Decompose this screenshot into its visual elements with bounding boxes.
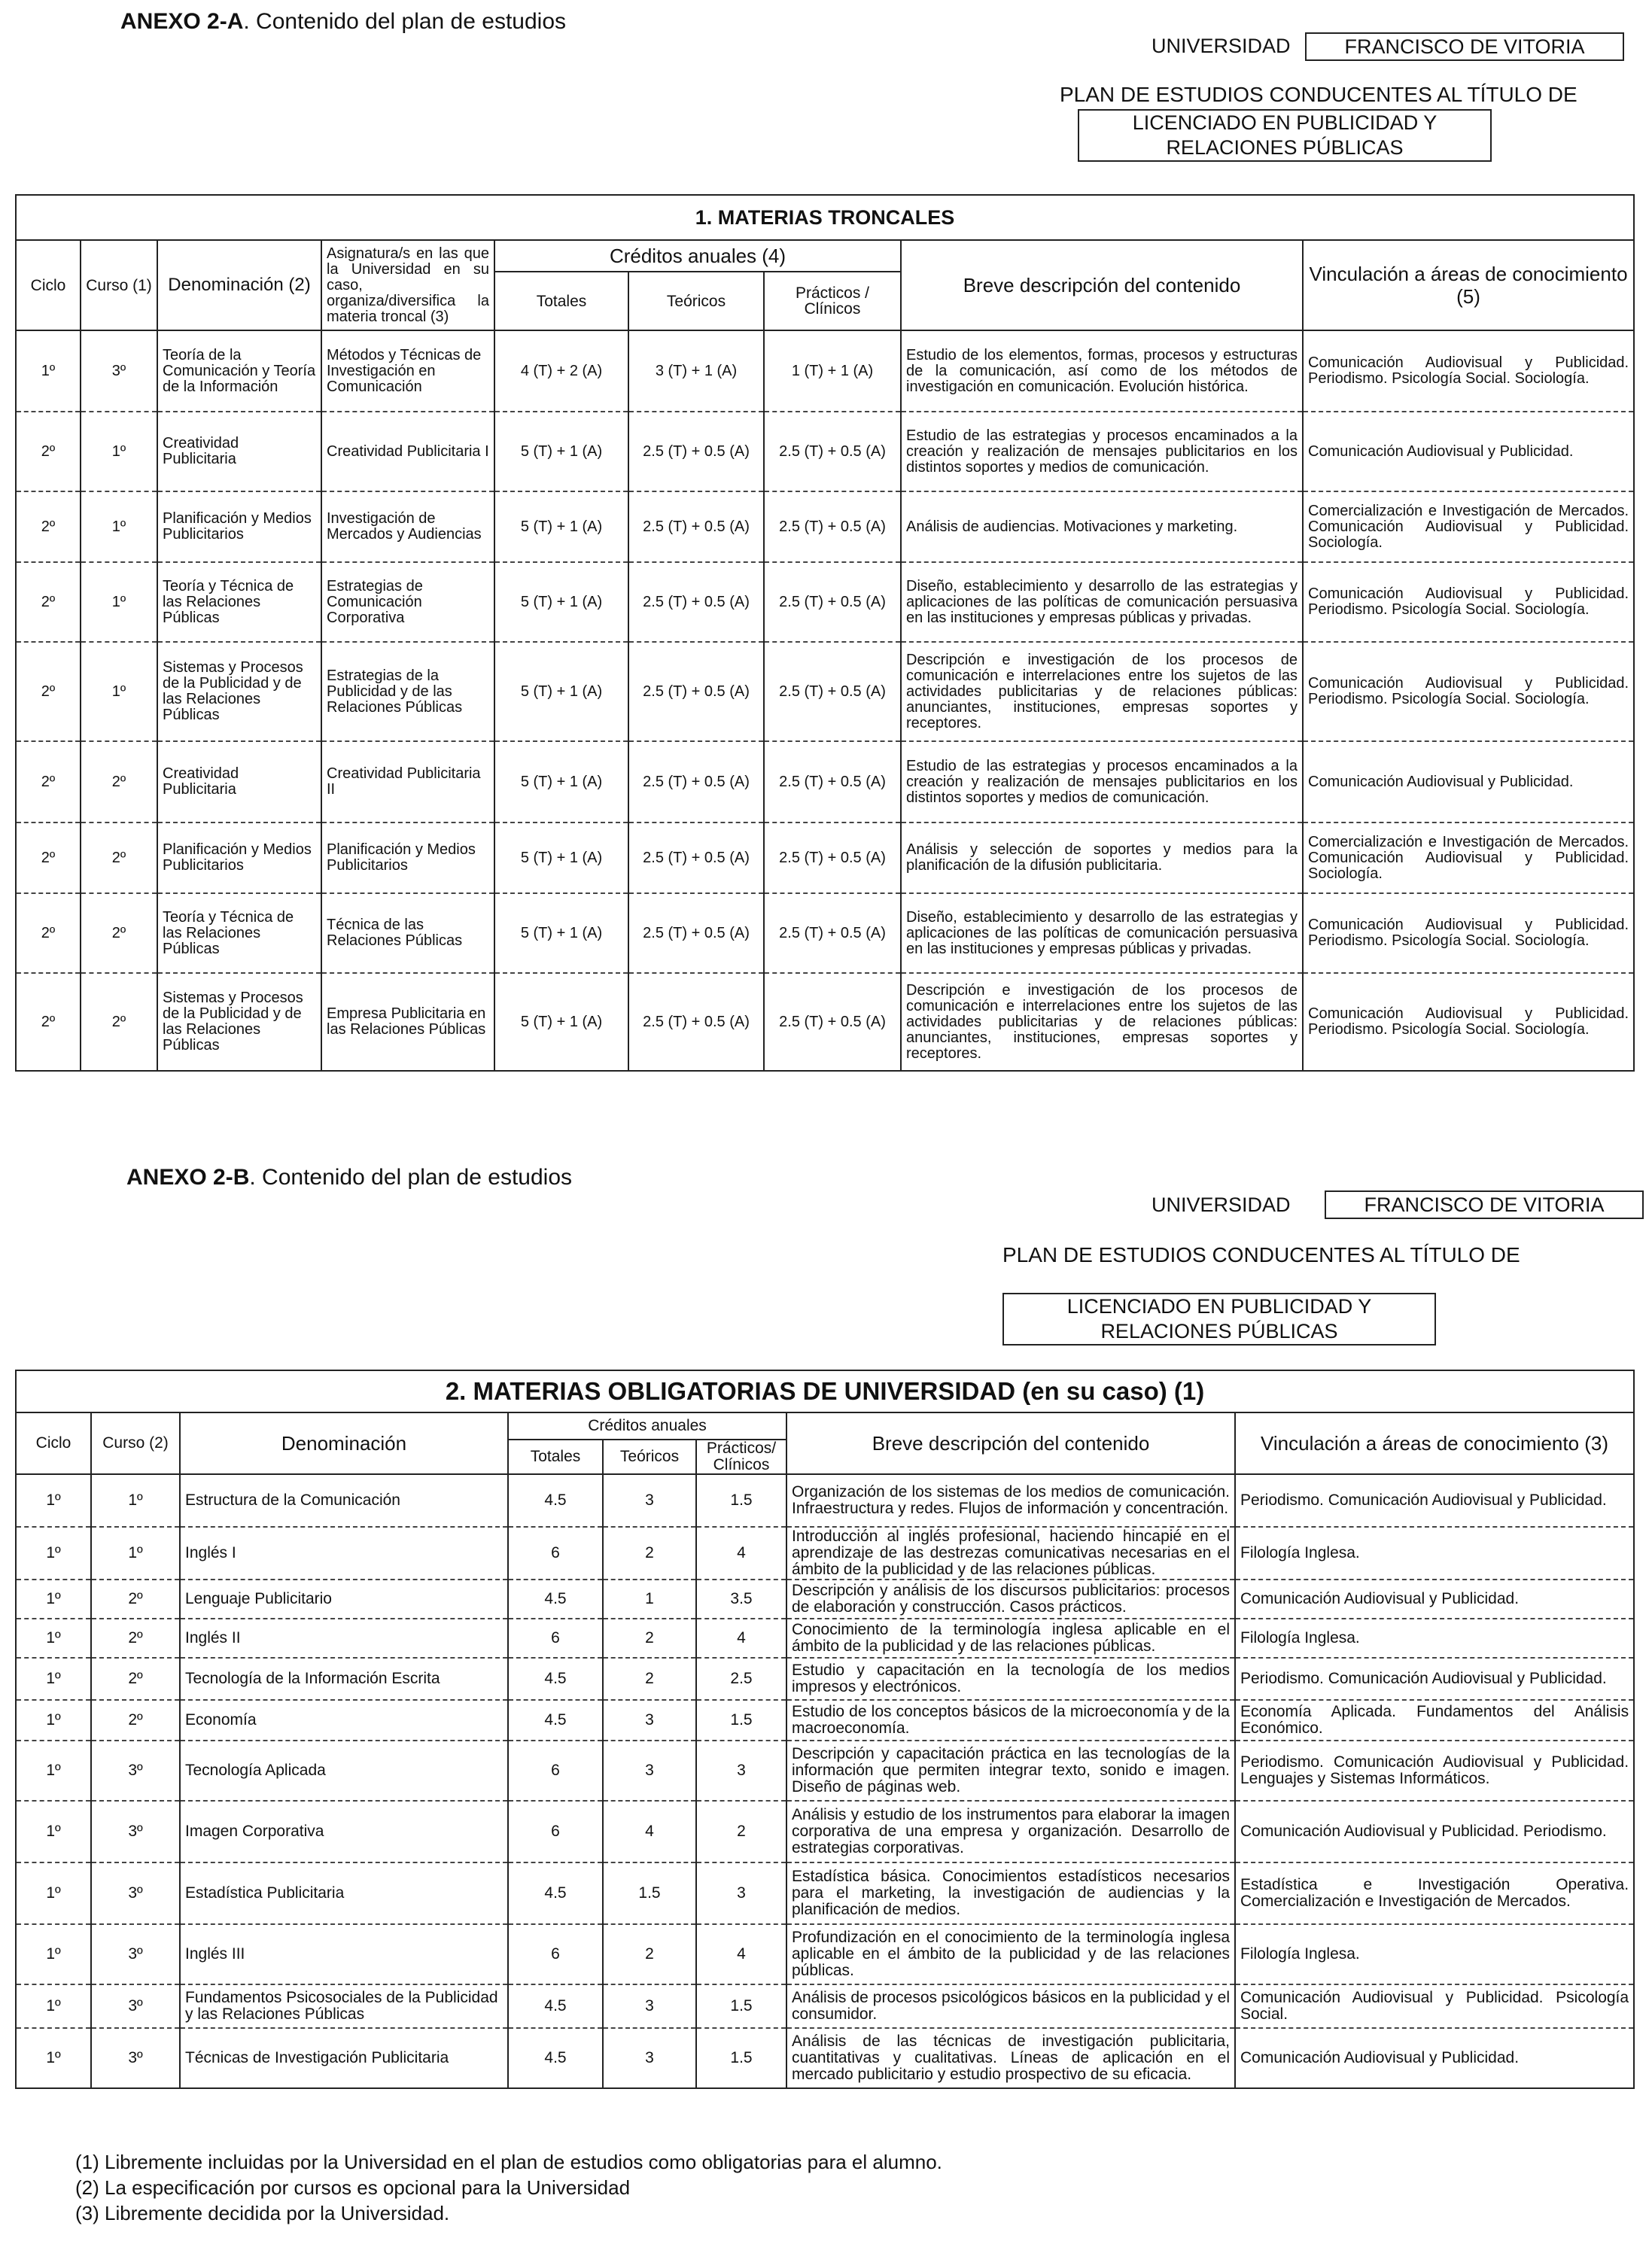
cell-practicos: 2.5 (T) + 0.5 (A) — [764, 491, 901, 562]
cell-descripcion: Descripción y análisis de los discursos publicitarios: procesos de elaboración y construcción. Casos prácticos. — [786, 1580, 1235, 1619]
cell-totales: 5 (T) + 1 (A) — [494, 642, 628, 741]
cell-descripcion: Estudio de las estrategias y procesos encaminados a la creación y realización de mensajes publicitarios en los distintos soportes y medios de comunicación. — [901, 412, 1303, 491]
cell-vinculacion: Filología Inglesa. — [1235, 1924, 1634, 1984]
cell-vinculacion: Estadística e Investigación Operativa. Comercialización e Investigación de Mercados. — [1235, 1862, 1634, 1924]
cell-curso: 2º — [81, 893, 157, 973]
cell-practicos: 1.5 — [696, 1474, 786, 1527]
cell-practicos: 1 (T) + 1 (A) — [764, 330, 901, 412]
col-practicos-b: Prácticos/ Clínicos — [696, 1440, 786, 1474]
cell-practicos: 4 — [696, 1924, 786, 1984]
cell-descripcion: Diseño, establecimiento y desarrollo de las estrategias y aplicaciones de las políticas de comunicación persuasiva en las instituciones y empresas públicas y privadas. — [901, 562, 1303, 642]
cell-totales: 4.5 — [508, 2028, 603, 2088]
cell-descripcion: Análisis y estudio de los instrumentos para elaborar la imagen corporativa de una empresa y organización. Desarrollo de estrategias corporativas. — [786, 1801, 1235, 1862]
cell-denominacion: Imagen Corporativa — [180, 1801, 508, 1862]
cell-descripcion: Estudio de los elementos, formas, procesos y estructuras de la comunicación, así como de los métodos de investigación en comunicación. Evolución histórica. — [901, 330, 1303, 412]
cell-curso: 1º — [81, 491, 157, 562]
cell-descripcion: Diseño, establecimiento y desarrollo de las estrategias y aplicaciones de las políticas de comunicación persuasiva en las instituciones y empresas públicas y privadas. — [901, 893, 1303, 973]
cell-denominacion: Teoría y Técnica de las Relaciones Públicas — [157, 893, 321, 973]
col-teoricos: Teóricos — [628, 272, 764, 330]
cell-vinculacion: Periodismo. Comunicación Audiovisual y Publicidad. Lenguajes y Sistemas Informáticos. — [1235, 1741, 1634, 1801]
cell-curso: 3º — [91, 1741, 180, 1801]
section-title: 1. MATERIAS TRONCALES — [16, 195, 1634, 240]
cell-teoricos: 2 — [603, 1527, 696, 1580]
cell-denominacion: Economía — [180, 1700, 508, 1741]
cell-curso: 2º — [91, 1700, 180, 1741]
annex-b-degree-line2: RELACIONES PÚBLICAS — [1100, 1320, 1338, 1342]
col-creditos-b: Créditos anuales — [508, 1412, 786, 1440]
cell-totales: 5 (T) + 1 (A) — [494, 491, 628, 562]
cell-denominacion: Inglés I — [180, 1527, 508, 1580]
annex-a-degree-line2: RELACIONES PÚBLICAS — [1166, 136, 1404, 159]
cell-denominacion: Creatividad Publicitaria — [157, 741, 321, 822]
table-row — [16, 412, 1634, 491]
col-curso: Curso (1) — [81, 240, 157, 330]
section-title-b: 2. MATERIAS OBLIGATORIAS DE UNIVERSIDAD (en su caso) (1) — [16, 1370, 1634, 1412]
cell-ciclo: 2º — [16, 822, 81, 893]
cell-ciclo: 1º — [16, 1700, 91, 1741]
cell-ciclo: 1º — [16, 1801, 91, 1862]
cell-teoricos: 2 — [603, 1658, 696, 1700]
cell-descripcion: Organización de los sistemas de los medios de comunicación. Infraestructura y redes. Flujos de información y concentración. — [786, 1474, 1235, 1527]
annex-b-plan-label: PLAN DE ESTUDIOS CONDUCENTES AL TÍTULO DE — [1002, 1243, 1520, 1266]
cell-curso: 2º — [91, 1619, 180, 1658]
cell-denominacion: Tecnología Aplicada — [180, 1741, 508, 1801]
table-row — [16, 491, 1634, 562]
cell-asignatura: Creatividad Publicitaria II — [321, 741, 494, 822]
cell-denominacion: Creatividad Publicitaria — [157, 412, 321, 491]
troncales-body — [16, 330, 1634, 1071]
col-vinculacion-b: Vinculación a áreas de conocimiento (3) — [1235, 1412, 1634, 1474]
cell-totales: 5 (T) + 1 (A) — [494, 973, 628, 1071]
cell-curso: 3º — [91, 1862, 180, 1924]
table-row — [16, 562, 1634, 642]
table-row — [16, 642, 1634, 741]
annex-b-title — [126, 1165, 572, 1190]
cell-asignatura: Planificación y Medios Publicitarios — [321, 822, 494, 893]
annex-a-university-label: UNIVERSIDAD — [1152, 35, 1291, 57]
cell-totales: 5 (T) + 1 (A) — [494, 741, 628, 822]
footnote-3: (3) Libremente decidida por la Universidad. — [75, 2202, 450, 2224]
cell-ciclo: 2º — [16, 973, 81, 1071]
cell-practicos: 3 — [696, 1741, 786, 1801]
cell-practicos: 2.5 (T) + 0.5 (A) — [764, 893, 901, 973]
cell-curso: 3º — [81, 330, 157, 412]
cell-descripcion: Estadística básica. Conocimientos estadísticos necesarios para el marketing, la investigación de audiencias y la planificación de medios. — [786, 1862, 1235, 1924]
cell-teoricos: 2.5 (T) + 0.5 (A) — [628, 973, 764, 1071]
cell-descripcion: Estudio y capacitación en la tecnología de los medios impresos y electrónicos. — [786, 1658, 1235, 1700]
col-practicos: Prácticos / Clínicos — [764, 272, 901, 330]
cell-practicos: 1.5 — [696, 2028, 786, 2088]
cell-descripcion: Análisis de audiencias. Motivaciones y marketing. — [901, 491, 1303, 562]
cell-ciclo: 2º — [16, 741, 81, 822]
table-row — [16, 1741, 1634, 1801]
cell-asignatura: Investigación de Mercados y Audiencias — [321, 491, 494, 562]
cell-totales: 5 (T) + 1 (A) — [494, 822, 628, 893]
cell-vinculacion: Periodismo. Comunicación Audiovisual y Publicidad. — [1235, 1658, 1634, 1700]
cell-curso: 1º — [91, 1527, 180, 1580]
table-row — [16, 822, 1634, 893]
annex-b-university-label: UNIVERSIDAD — [1152, 1193, 1291, 1216]
cell-vinculacion: Comunicación Audiovisual y Publicidad. Periodismo. Psicología Social. Sociología. — [1303, 973, 1634, 1071]
cell-teoricos: 3 — [603, 1741, 696, 1801]
col-ciclo-b: Ciclo — [16, 1412, 91, 1474]
annex-a-degree-line1: LICENCIADO EN PUBLICIDAD Y — [1132, 111, 1438, 134]
cell-vinculacion: Comunicación Audiovisual y Publicidad. — [1303, 412, 1634, 491]
cell-ciclo: 2º — [16, 491, 81, 562]
cell-totales: 4.5 — [508, 1984, 603, 2028]
cell-practicos: 2.5 (T) + 0.5 (A) — [764, 642, 901, 741]
cell-teoricos: 2.5 (T) + 0.5 (A) — [628, 741, 764, 822]
col-vinculacion: Vinculación a áreas de conocimiento (5) — [1303, 240, 1634, 330]
cell-vinculacion: Periodismo. Comunicación Audiovisual y Publicidad. — [1235, 1474, 1634, 1527]
cell-descripcion: Descripción e investigación de los procesos de comunicación e interrelaciones entre los sujetos de las actividades publicitarias y de relaciones públicas: anunciantes, instituciones, empresas soportes y receptores. — [901, 642, 1303, 741]
cell-denominacion: Estructura de la Comunicación — [180, 1474, 508, 1527]
cell-practicos: 2.5 (T) + 0.5 (A) — [764, 741, 901, 822]
cell-teoricos: 2 — [603, 1924, 696, 1984]
cell-teoricos: 2.5 (T) + 0.5 (A) — [628, 562, 764, 642]
col-denominacion-b: Denominación — [180, 1412, 508, 1474]
cell-vinculacion: Comunicación Audiovisual y Publicidad. — [1235, 2028, 1634, 2088]
cell-curso: 2º — [81, 973, 157, 1071]
annex-b-degree-line1: LICENCIADO EN PUBLICIDAD Y — [1066, 1295, 1372, 1318]
cell-curso: 1º — [81, 562, 157, 642]
cell-totales: 4.5 — [508, 1580, 603, 1619]
cell-practicos: 3 — [696, 1862, 786, 1924]
col-creditos: Créditos anuales (4) — [494, 240, 901, 272]
cell-denominacion: Teoría de la Comunicación y Teoría de la Información — [157, 330, 321, 412]
cell-curso: 2º — [81, 822, 157, 893]
table-row — [16, 1924, 1634, 1984]
col-descripcion: Breve descripción del contenido — [901, 240, 1303, 330]
materias-troncales-table — [15, 194, 1635, 1072]
cell-denominacion: Inglés II — [180, 1619, 508, 1658]
cell-vinculacion: Comunicación Audiovisual y Publicidad. Periodismo. Psicología Social. Sociología. — [1303, 562, 1634, 642]
cell-practicos: 2.5 (T) + 0.5 (A) — [764, 412, 901, 491]
cell-vinculacion: Comunicación Audiovisual y Publicidad. — [1235, 1580, 1634, 1619]
cell-totales: 6 — [508, 1741, 603, 1801]
cell-vinculacion: Comercialización e Investigación de Mercados. Comunicación Audiovisual y Publicidad. Sociología. — [1303, 491, 1634, 562]
cell-descripcion: Descripción e investigación de los procesos de comunicación e interrelaciones entre los sujetos de las actividades publicitarias y de relaciones públicas: anunciantes, instituciones, empresas soportes y receptores. — [901, 973, 1303, 1071]
cell-practicos: 2.5 (T) + 0.5 (A) — [764, 973, 901, 1071]
cell-practicos: 4 — [696, 1527, 786, 1580]
annex-a-degree-box — [1078, 109, 1492, 162]
table-row — [16, 1527, 1634, 1580]
cell-vinculacion: Economía Aplicada. Fundamentos del Análisis Económico. — [1235, 1700, 1634, 1741]
cell-denominacion: Estadística Publicitaria — [180, 1862, 508, 1924]
cell-asignatura: Estrategias de Comunicación Corporativa — [321, 562, 494, 642]
cell-teoricos: 2.5 (T) + 0.5 (A) — [628, 412, 764, 491]
cell-denominacion: Teoría y Técnica de las Relaciones Públicas — [157, 562, 321, 642]
cell-practicos: 2 — [696, 1801, 786, 1862]
cell-totales: 6 — [508, 1619, 603, 1658]
obligatorias-body — [16, 1474, 1634, 2088]
cell-curso: 3º — [91, 1924, 180, 1984]
table-row — [16, 330, 1634, 412]
cell-teoricos: 4 — [603, 1801, 696, 1862]
table-row — [16, 1984, 1634, 2028]
table-row — [16, 1580, 1634, 1619]
cell-curso: 1º — [91, 1474, 180, 1527]
cell-teoricos: 3 — [603, 2028, 696, 2088]
cell-totales: 4.5 — [508, 1658, 603, 1700]
table-row — [16, 2028, 1634, 2088]
cell-descripcion: Estudio de los conceptos básicos de la microeconomía y de la macroeconomía. — [786, 1700, 1235, 1741]
col-descripcion-b: Breve descripción del contenido — [786, 1412, 1235, 1474]
cell-curso: 1º — [81, 412, 157, 491]
cell-ciclo: 1º — [16, 1580, 91, 1619]
cell-ciclo: 1º — [16, 1741, 91, 1801]
table-row — [16, 1862, 1634, 1924]
cell-vinculacion: Comunicación Audiovisual y Publicidad. Periodismo. Psicología Social. Sociología. — [1303, 330, 1634, 412]
cell-teoricos: 3 — [603, 1474, 696, 1527]
cell-practicos: 1.5 — [696, 1984, 786, 2028]
col-totales: Totales — [494, 272, 628, 330]
cell-vinculacion: Comunicación Audiovisual y Publicidad. — [1303, 741, 1634, 822]
cell-ciclo: 2º — [16, 893, 81, 973]
cell-curso: 3º — [91, 1984, 180, 2028]
cell-teoricos: 2.5 (T) + 0.5 (A) — [628, 642, 764, 741]
cell-curso: 2º — [91, 1658, 180, 1700]
cell-descripcion: Análisis de procesos psicológicos básicos en la publicidad y el consumidor. — [786, 1984, 1235, 2028]
table-row — [16, 893, 1634, 973]
cell-denominacion: Sistemas y Procesos de la Publicidad y de las Relaciones Públicas — [157, 642, 321, 741]
cell-teoricos: 3 — [603, 1984, 696, 2028]
cell-descripcion: Estudio de las estrategias y procesos encaminados a la creación y realización de mensajes publicitarios en los distintos soportes y medios de comunicación. — [901, 741, 1303, 822]
cell-vinculacion: Filología Inglesa. — [1235, 1619, 1634, 1658]
cell-totales: 6 — [508, 1924, 603, 1984]
table-row — [16, 1474, 1634, 1527]
cell-ciclo: 1º — [16, 2028, 91, 2088]
cell-practicos: 2.5 (T) + 0.5 (A) — [764, 822, 901, 893]
cell-vinculacion: Comunicación Audiovisual y Publicidad. Periodismo. Psicología Social. Sociología. — [1303, 642, 1634, 741]
annex-b-university-name: FRANCISCO DE VITORIA — [1325, 1190, 1644, 1219]
cell-ciclo: 1º — [16, 330, 81, 412]
cell-asignatura: Creatividad Publicitaria I — [321, 412, 494, 491]
table-row — [16, 1700, 1634, 1741]
cell-ciclo: 1º — [16, 1924, 91, 1984]
col-asignaturas: Asignatura/s en las que la Universidad en su caso, organiza/diversifica la materia troncal (3) — [321, 240, 494, 330]
cell-ciclo: 2º — [16, 562, 81, 642]
annex-b-label: ANEXO 2-B — [126, 1165, 250, 1190]
cell-vinculacion: Comunicación Audiovisual y Publicidad. Psicología Social. — [1235, 1984, 1634, 2028]
col-ciclo: Ciclo — [16, 240, 81, 330]
footnote-1: (1) Libremente incluidas por la Universidad en el plan de estudios como obligatorias para el alumno. — [75, 2151, 942, 2173]
cell-ciclo: 2º — [16, 642, 81, 741]
cell-denominacion: Inglés III — [180, 1924, 508, 1984]
cell-denominacion: Técnicas de Investigación Publicitaria — [180, 2028, 508, 2088]
cell-totales: 4.5 — [508, 1474, 603, 1527]
cell-totales: 4.5 — [508, 1700, 603, 1741]
cell-practicos: 1.5 — [696, 1700, 786, 1741]
cell-curso: 2º — [81, 741, 157, 822]
cell-descripcion: Análisis y selección de soportes y medios para la planificación de la difusión publicitaria. — [901, 822, 1303, 893]
cell-vinculacion: Filología Inglesa. — [1235, 1527, 1634, 1580]
cell-ciclo: 2º — [16, 412, 81, 491]
cell-ciclo: 1º — [16, 1619, 91, 1658]
annex-a-university-name: FRANCISCO DE VITORIA — [1305, 32, 1624, 61]
cell-curso: 2º — [91, 1580, 180, 1619]
cell-totales: 4 (T) + 2 (A) — [494, 330, 628, 412]
cell-denominacion: Planificación y Medios Publicitarios — [157, 491, 321, 562]
cell-asignatura: Técnica de las Relaciones Públicas — [321, 893, 494, 973]
cell-denominacion: Sistemas y Procesos de la Publicidad y de las Relaciones Públicas — [157, 973, 321, 1071]
cell-asignatura: Empresa Publicitaria en las Relaciones Públicas — [321, 973, 494, 1071]
cell-asignatura: Métodos y Técnicas de Investigación en Comunicación — [321, 330, 494, 412]
cell-descripcion: Conocimiento de la terminología inglesa aplicable en el ámbito de la publicidad y de las relaciones públicas. — [786, 1619, 1235, 1658]
annex-a-label: ANEXO 2-A — [120, 9, 244, 34]
cell-teoricos: 2.5 (T) + 0.5 (A) — [628, 491, 764, 562]
footnote-2: (2) La especificación por cursos es opcional para la Universidad — [75, 2176, 631, 2199]
col-denominacion: Denominación (2) — [157, 240, 321, 330]
table-row — [16, 1801, 1634, 1862]
cell-curso: 3º — [91, 1801, 180, 1862]
annex-a-label-rest: . Contenido del plan de estudios — [243, 9, 567, 34]
cell-asignatura: Estrategias de la Publicidad y de las Relaciones Públicas — [321, 642, 494, 741]
cell-denominacion: Fundamentos Psicosociales de la Publicidad y las Relaciones Públicas — [180, 1984, 508, 2028]
annex-b-label-rest: . Contenido del plan de estudios — [249, 1165, 573, 1190]
cell-descripcion: Análisis de las técnicas de investigación publicitaria, cuantitativas y cualitativas. Líneas de aplicación en el mercado publicitario y estudio prospectivo de su eficacia. — [786, 2028, 1235, 2088]
annex-a-title — [120, 9, 566, 35]
cell-vinculacion: Comunicación Audiovisual y Publicidad. Periodismo. Psicología Social. Sociología. — [1303, 893, 1634, 973]
table-row — [16, 741, 1634, 822]
cell-practicos: 2.5 — [696, 1658, 786, 1700]
cell-curso: 3º — [91, 2028, 180, 2088]
cell-vinculacion: Comercialización e Investigación de Mercados. Comunicación Audiovisual y Publicidad. Sociología. — [1303, 822, 1634, 893]
cell-totales: 5 (T) + 1 (A) — [494, 412, 628, 491]
cell-teoricos: 2.5 (T) + 0.5 (A) — [628, 893, 764, 973]
cell-teoricos: 2 — [603, 1619, 696, 1658]
annex-a-plan-label: PLAN DE ESTUDIOS CONDUCENTES AL TÍTULO DE — [1060, 83, 1577, 106]
cell-ciclo: 1º — [16, 1474, 91, 1527]
cell-totales: 6 — [508, 1801, 603, 1862]
cell-ciclo: 1º — [16, 1984, 91, 2028]
col-curso-b: Curso (2) — [91, 1412, 180, 1474]
cell-practicos: 2.5 (T) + 0.5 (A) — [764, 562, 901, 642]
col-teoricos-b: Teóricos — [603, 1440, 696, 1474]
cell-descripcion: Profundización en el conocimiento de la terminología inglesa aplicable en el ámbito de la publicidad y de las relaciones públicas. — [786, 1924, 1235, 1984]
col-totales-b: Totales — [508, 1440, 603, 1474]
cell-totales: 4.5 — [508, 1862, 603, 1924]
cell-vinculacion: Comunicación Audiovisual y Publicidad. Periodismo. — [1235, 1801, 1634, 1862]
cell-denominacion: Tecnología de la Información Escrita — [180, 1658, 508, 1700]
cell-teoricos: 2.5 (T) + 0.5 (A) — [628, 822, 764, 893]
cell-descripcion: Introducción al inglés profesional, haciendo hincapié en el aprendizaje de las destrezas comunicativas necesarias en el ámbito de la publicidad y de las relaciones públicas. — [786, 1527, 1235, 1580]
cell-teoricos: 3 (T) + 1 (A) — [628, 330, 764, 412]
cell-ciclo: 1º — [16, 1658, 91, 1700]
cell-teoricos: 1.5 — [603, 1862, 696, 1924]
cell-totales: 6 — [508, 1527, 603, 1580]
cell-denominacion: Planificación y Medios Publicitarios — [157, 822, 321, 893]
cell-teoricos: 3 — [603, 1700, 696, 1741]
table-row — [16, 1658, 1634, 1700]
cell-totales: 5 (T) + 1 (A) — [494, 893, 628, 973]
cell-teoricos: 1 — [603, 1580, 696, 1619]
cell-curso: 1º — [81, 642, 157, 741]
cell-practicos: 3.5 — [696, 1580, 786, 1619]
cell-denominacion: Lenguaje Publicitario — [180, 1580, 508, 1619]
cell-descripcion: Descripción y capacitación práctica en las tecnologías de la información que permiten integrar texto, sonido e imagen. Diseño de páginas web. — [786, 1741, 1235, 1801]
cell-practicos: 4 — [696, 1619, 786, 1658]
cell-ciclo: 1º — [16, 1527, 91, 1580]
footnotes — [75, 2149, 942, 2226]
materias-obligatorias-table — [15, 1370, 1635, 2089]
annex-b-degree-box — [1002, 1293, 1436, 1345]
cell-ciclo: 1º — [16, 1862, 91, 1924]
table-row — [16, 973, 1634, 1071]
table-row — [16, 1619, 1634, 1658]
cell-totales: 5 (T) + 1 (A) — [494, 562, 628, 642]
